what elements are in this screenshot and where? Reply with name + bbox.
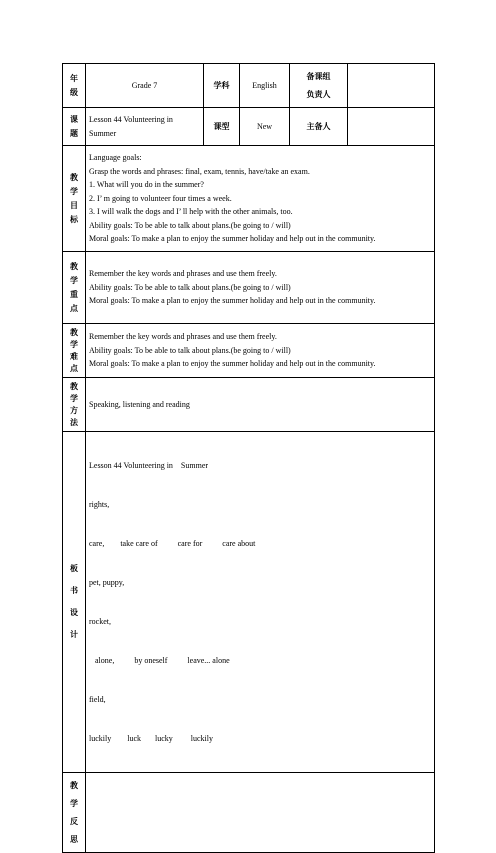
- topic-value: Lesson 44 Volunteering in Summer: [86, 108, 204, 146]
- topic-label: 课 题: [63, 108, 86, 146]
- preparer-label: 主备人: [290, 108, 348, 146]
- key-points-row: [63, 252, 435, 324]
- group-leader-value: [348, 64, 435, 108]
- lesson-plan-table: [62, 63, 435, 853]
- preparer-value: [348, 108, 435, 146]
- topic-row: [63, 108, 435, 146]
- reflection-content: [86, 773, 435, 853]
- grade-label: 年 级: [63, 64, 86, 108]
- goals-row: [63, 146, 435, 252]
- header-row: [63, 64, 435, 108]
- subject-value: English: [240, 64, 290, 108]
- difficulties-content: Remember the key words and phrases and use them freely. Ability goals: To be able to talk about plans.(be going to / will) Moral goals: To make a plan to enjoy the summer holiday and help out in the community.: [86, 324, 435, 378]
- reflection-row: [63, 773, 435, 853]
- lesson-type-label: 课型: [204, 108, 240, 146]
- lesson-type-value: New: [240, 108, 290, 146]
- board-design-label: 板 书 设 计: [63, 432, 86, 773]
- methods-label: 教 学 方 法: [63, 378, 86, 432]
- grade-value: Grade 7: [86, 64, 204, 108]
- key-points-label: 教 学 重 点: [63, 252, 86, 324]
- methods-row: [63, 378, 435, 432]
- board-design-row: [63, 432, 435, 773]
- difficulties-row: [63, 324, 435, 378]
- key-points-content: Remember the key words and phrases and use them freely. Ability goals: To be able to talk about plans.(be going to / will) Moral goals: To make a plan to enjoy the summer holiday and help out in the community.: [86, 252, 435, 324]
- methods-content: Speaking, listening and reading: [86, 378, 435, 432]
- goals-label: 教 学 目 标: [63, 146, 86, 252]
- group-leader-label: 备课组 负责人: [290, 64, 348, 108]
- board-design-content: Lesson 44 Volunteering in Summer rights, care, take care of care for care about pet, puppy, rocket, alone, by oneself leave... alone field, luckily luck lucky luckily: [86, 432, 435, 773]
- subject-label: 学科: [204, 64, 240, 108]
- reflection-label: 教 学 反 思: [63, 773, 86, 853]
- goals-content: Language goals: Grasp the words and phrases: final, exam, tennis, have/take an exam. 1. What will you do in the summer? 2. I’ m going to volunteer four times a week. 3. I will walk the dogs and I’ ll help with the other animals, too. Ability goals: To be able to talk about plans.(be going to / will) Moral goals: To make a plan to enjoy the summer holiday and help out in the community.: [86, 146, 435, 252]
- difficulties-label: 教 学 难 点: [63, 324, 86, 378]
